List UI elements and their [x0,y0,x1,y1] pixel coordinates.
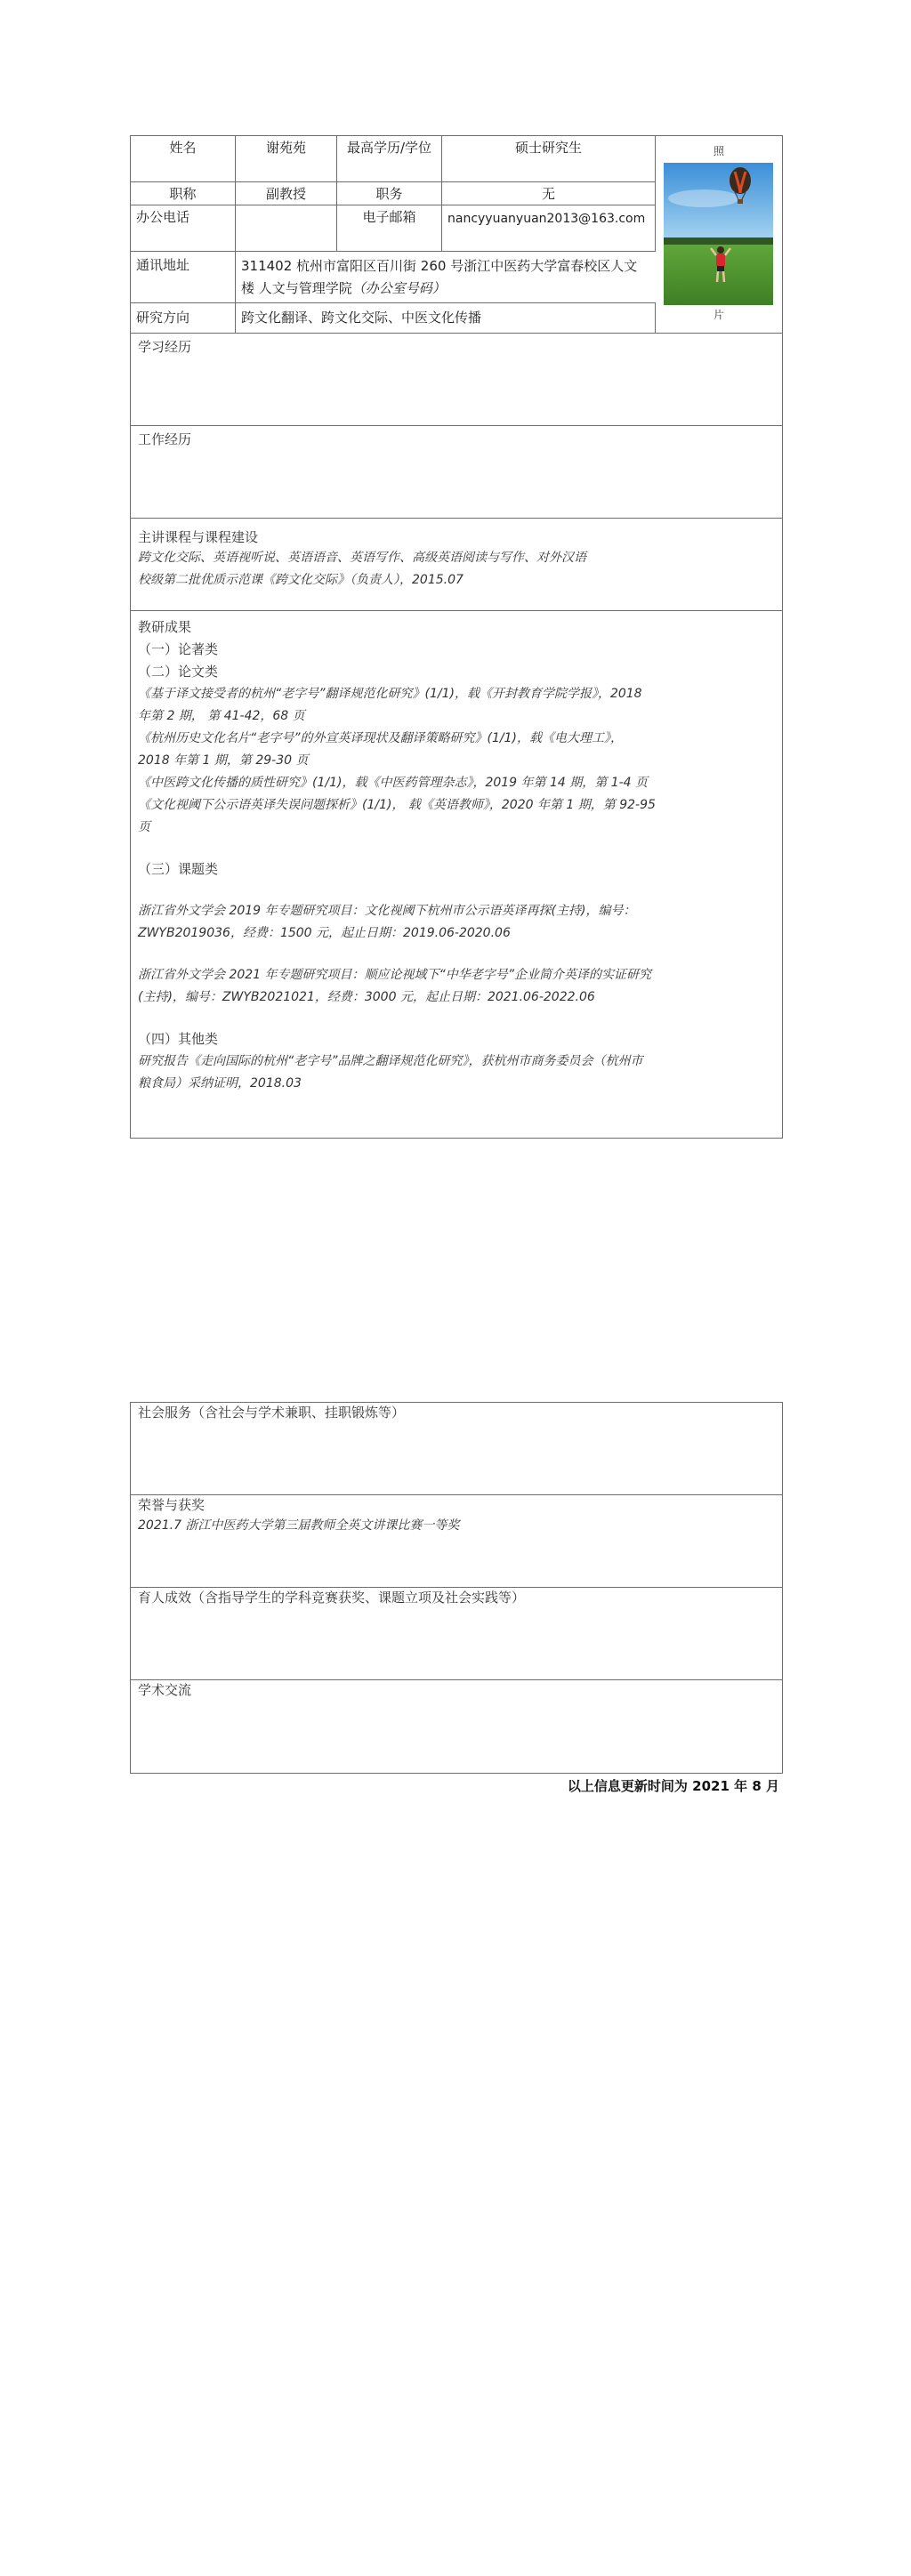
degree-value: 硕士研究生 [442,136,656,181]
section-honors [131,1495,782,1588]
name-value: 谢苑苑 [236,136,337,181]
work-title: 工作经历 [138,431,192,447]
courses-line-1: 跨文化交际、英语视听说、英语语音、英语写作、高级英语阅读与写作、对外汉语 [138,551,586,565]
row-contact [131,205,656,252]
research-value: 跨文化翻译、跨文化交际、中医文化传播 [236,303,656,333]
row-title [131,182,656,205]
degree-label: 最高学历/学位 [337,136,442,181]
section-research [131,611,782,1138]
project-line: (主持)，编号：ZWYB2021021，经费：3000 元，起止日期：2021.06-2022.06 [138,990,595,1004]
address-value: 311402 杭州市富阳区百川街 260 号浙江中医药大学富春校区人文楼 人文与管理学院 [241,258,638,296]
row-name [131,136,656,182]
address-note: （办公室号码） [351,280,446,296]
photo-label-bottom: 片 [713,309,724,321]
research-title: 教研成果 [138,619,192,635]
profile-table [130,135,783,1139]
paper-line: 年第 2 期， 第 41-42，68 页 [138,709,305,723]
phone-value [236,205,337,251]
research-label: 研究方向 [131,303,236,333]
section-service [131,1403,782,1495]
photo-cell [656,136,782,334]
email-label: 电子邮箱 [337,205,442,251]
paper-line: 《基于译文接受者的杭州“老字号”翻译规范化研究》(1/1)，载《开封教育学院学报》，2018 [138,687,642,701]
title-value: 副教授 [236,182,337,205]
email-value: nancyyuanyuan2013@163.com [442,205,656,251]
exchange-title: 学术交流 [138,1682,192,1698]
row-address [131,252,656,303]
project-line: 浙江省外文学会 2019 年专题研究项目：文化视阈下杭州市公示语英译再探(主持)，编号： [138,904,636,918]
project-line: ZWYB2019036，经费：1500 元，起止日期：2019.06-2020.06 [138,926,511,940]
research-sub-2: （二）论文类 [138,664,219,680]
profile-photo [664,163,773,305]
address-label: 通讯地址 [131,252,236,302]
section-exchange [131,1680,782,1773]
mentoring-title: 育人成效（含指导学生的学科竞赛获奖、课题立项及社会实践等） [138,1590,526,1606]
section-courses [131,519,782,611]
photo-label-top: 照 [713,145,724,157]
research-sub-4: （四）其他类 [138,1031,219,1047]
section-mentoring [131,1588,782,1680]
photo-image [664,163,773,305]
other-line: 粮食局）采纳证明，2018.03 [138,1076,302,1091]
research-sub-3: （三）课题类 [138,861,219,877]
name-label: 姓名 [131,136,236,181]
paper-line: 页 [138,820,150,834]
profile-table-continued [130,1402,783,1774]
update-note: 以上信息更新时间为 2021 年 8 月 [567,1778,779,1794]
education-title: 学习经历 [138,339,192,355]
other-line: 研究报告《走向国际的杭州“老字号”品牌之翻译规范化研究》，获杭州市商务委员会（杭州市 [138,1054,643,1068]
courses-line-2: 校级第二批优质示范课《跨文化交际》（负责人），2015.07 [138,573,464,587]
service-title: 社会服务（含社会与学术兼职、挂职锻炼等） [138,1405,406,1421]
project-line: 浙江省外文学会 2021 年专题研究项目：顺应论视域下“中华老字号”企业简介英译的实证研究 [138,968,652,982]
address-cell [236,252,656,302]
research-sub-1: （一）论著类 [138,641,219,657]
phone-label: 办公电话 [131,205,236,251]
position-value: 无 [442,182,656,205]
section-education [131,334,782,426]
paper-line: 《杭州历史文化名片“老字号”的外宣英译现状及翻译策略研究》(1/1)，载《电大理工》， [138,731,623,745]
position-label: 职务 [337,182,442,205]
paper-line: 2018 年第 1 期，第 29-30 页 [138,753,309,768]
paper-line: 《文化视阈下公示语英译失误问题探析》(1/1)， 载《英语教师》，2020 年第 1 期，第 92-95 [138,798,656,812]
courses-title: 主讲课程与课程建设 [138,529,259,545]
honors-line-1: 2021.7 浙江中医药大学第三届教师全英文讲课比赛一等奖 [138,1518,460,1533]
section-work [131,426,782,519]
honors-title: 荣誉与获奖 [138,1497,206,1513]
paper-line: 《中医跨文化传播的质性研究》(1/1)，载《中医药管理杂志》，2019 年第 14 期，第 1-4 页 [138,776,649,790]
title-label: 职称 [131,182,236,205]
